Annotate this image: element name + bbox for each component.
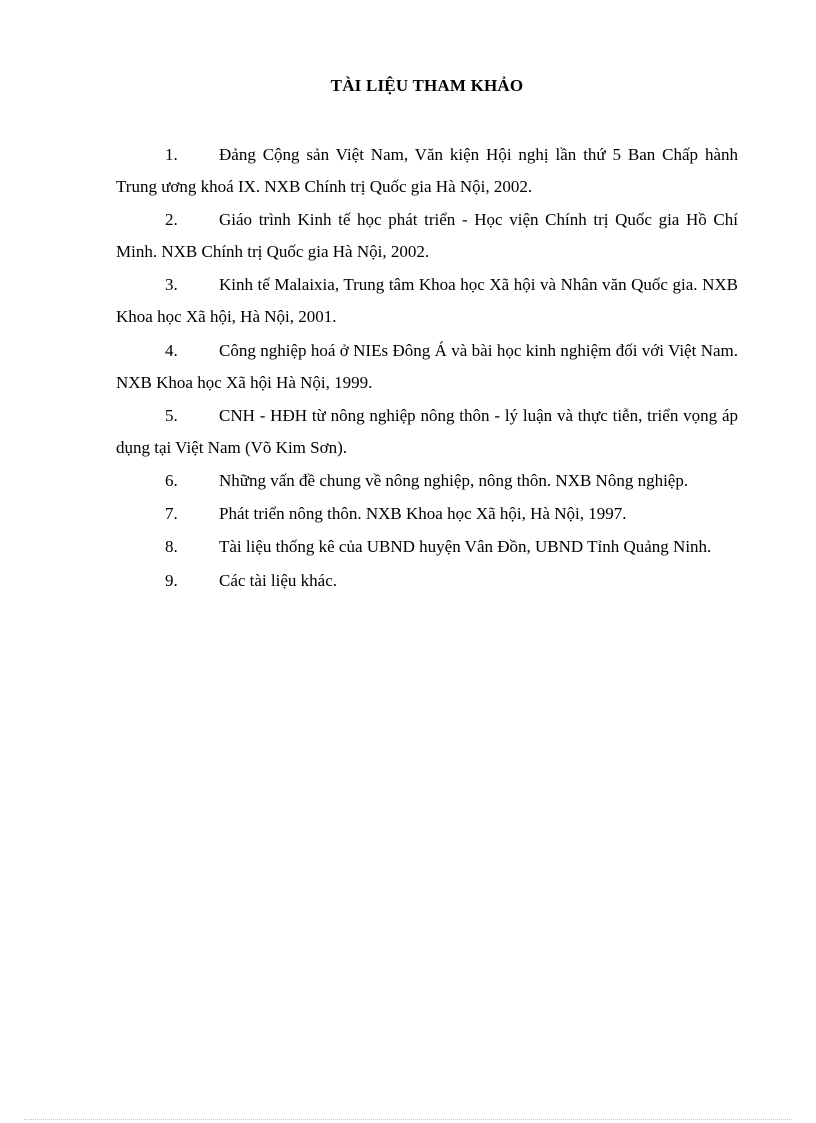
reference-text: Giáo trình Kinh tế học phát triển - Học viện Chính trị Quốc gia Hồ Chí Minh. NXB Chính trị Quốc gia Hà Nội, 2002. <box>116 210 738 262</box>
reference-item-3 <box>116 269 738 333</box>
reference-number: 7. <box>165 504 178 524</box>
reference-number: 9. <box>165 570 178 590</box>
reference-number: 1. <box>165 145 178 164</box>
reference-text: Công nghiệp hoá ở NIEs Đông Á và bài học kinh nghiệm đối với Việt Nam. NXB Khoa học Xã hội Hà Nội, 1999. <box>116 340 738 392</box>
reference-text: Tài liệu thống kê của UBND huyện Vân Đồn, UBND Tỉnh Quảng Ninh. <box>219 537 712 557</box>
reference-text: CNH - HĐH từ nông nghiệp nông thôn - lý luận và thực tiễn, triển vọng áp dụng tại Việt Nam (Võ Kim Sơn). <box>116 405 738 457</box>
reference-number: 6. <box>165 470 178 490</box>
reference-item-4 <box>116 335 738 399</box>
reference-item-7 <box>116 498 738 530</box>
reference-number: 5. <box>165 405 178 425</box>
reference-number: 4. <box>165 340 178 360</box>
reference-text: Các tài liệu khác. <box>219 570 338 590</box>
reference-text: Những vấn đề chung về nông nghiệp, nông thôn. NXB Nông nghiệp. <box>219 470 689 490</box>
reference-item-8 <box>116 531 738 563</box>
reference-item-1 <box>116 139 738 203</box>
reference-item-6 <box>116 465 738 497</box>
reference-list <box>116 139 738 598</box>
reference-number: 3. <box>165 275 178 295</box>
reference-item-2 <box>116 204 738 268</box>
reference-text: Đảng Cộng sản Việt Nam, Văn kiện Hội nghị lần thứ 5 Ban Chấp hành Trung ương khoá IX. NXB Chính trị Quốc gia Hà Nội, 2002. <box>116 145 738 196</box>
reference-item-9 <box>116 565 738 597</box>
reference-number: 2. <box>165 210 178 230</box>
page-bottom-rule <box>24 1119 792 1120</box>
reference-text: Phát triển nông thôn. NXB Khoa học Xã hội, Hà Nội, 1997. <box>219 504 627 524</box>
reference-number: 8. <box>165 537 178 557</box>
page-title: TÀI LIỆU THAM KHẢO <box>330 76 524 95</box>
reference-text: Kinh tế Malaixia, Trung tâm Khoa học Xã hội và Nhân văn Quốc gia. NXB Khoa học Xã hội, Hà Nội, 2001. <box>116 275 738 327</box>
reference-item-5 <box>116 400 738 464</box>
